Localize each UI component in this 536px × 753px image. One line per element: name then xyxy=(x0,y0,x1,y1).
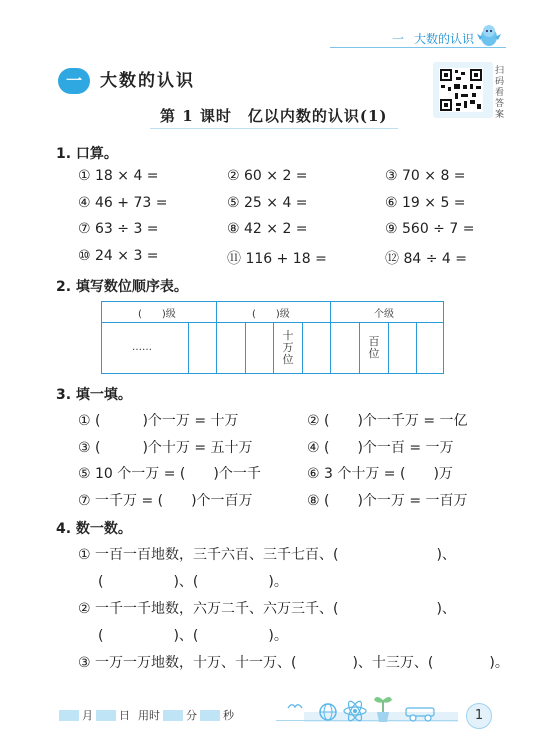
calc-item: ⑧ 42 × 2 = xyxy=(227,221,308,237)
page-number: 1 xyxy=(466,703,492,729)
bird-icon xyxy=(286,700,304,714)
calc-item: ⑨ 560 ÷ 7 = xyxy=(385,221,475,237)
lesson-rule xyxy=(150,128,398,129)
table-header-ge: 个级 xyxy=(374,309,394,320)
unit-badge: 一 xyxy=(58,68,90,94)
table-cell-line xyxy=(245,322,246,374)
count-line[interactable]: ③ 一万一万地数，十万、十一万、( )、十三万、( )。 xyxy=(78,655,509,671)
count-line[interactable]: ① 一百一百地数，三千六百、三千七百、( )、 xyxy=(78,547,456,563)
minute-label: 分 xyxy=(186,709,197,722)
table-header-wan: ( )级 xyxy=(138,309,176,320)
table-cell-line xyxy=(416,322,417,374)
calc-item: ③ 70 × 8 = xyxy=(385,168,466,184)
count-line[interactable]: ( )、( )。 xyxy=(98,574,288,590)
calc-item: ④ 46 + 73 = xyxy=(78,195,168,211)
calc-item: ⑥ 19 × 5 = xyxy=(385,195,466,211)
table-cell-line xyxy=(188,322,189,374)
calc-item: ⑪ 116 + 18 = xyxy=(227,251,327,267)
running-header xyxy=(392,30,474,47)
fill-item[interactable]: ④ ( )个一百 = 一万 xyxy=(307,440,454,456)
count-line[interactable]: ② 一千一千地数，六万二千、六万三千、( )、 xyxy=(78,601,456,617)
table-divider xyxy=(216,302,217,373)
table-divider xyxy=(330,302,331,373)
day-label: 日 xyxy=(119,709,130,722)
count-line[interactable]: ( )、( )。 xyxy=(98,628,288,644)
q2-title: 2. 填写数位顺序表。 xyxy=(56,279,188,295)
second-blank[interactable] xyxy=(200,710,220,721)
fill-item[interactable]: ① ( )个一万 = 十万 xyxy=(78,413,239,429)
mascot-icon xyxy=(476,22,502,48)
month-label: 月 xyxy=(82,709,93,722)
calc-item: ⑫ 84 ÷ 4 = xyxy=(385,251,467,267)
vehicle-icon xyxy=(404,704,438,722)
lesson-title: 第 1 课时 亿以内数的认识(1) xyxy=(160,107,388,125)
day-blank[interactable] xyxy=(96,710,116,721)
fill-item[interactable]: ⑤ 10 个一万 = ( )个一千 xyxy=(78,466,261,482)
month-blank[interactable] xyxy=(59,710,79,721)
atom-icon xyxy=(342,698,368,724)
qr-label: 扫码看答案 xyxy=(495,66,505,120)
table-cell-line xyxy=(273,322,274,374)
qr-code[interactable] xyxy=(433,62,493,118)
fill-item[interactable]: ③ ( )个十万 = 五十万 xyxy=(78,440,253,456)
fill-item[interactable]: ⑧ ( )个一万 = 一百万 xyxy=(307,493,468,509)
section-name: 大数的认识 xyxy=(413,32,474,46)
table-cell-line xyxy=(302,322,303,374)
table-ellipsis: …… xyxy=(132,342,152,353)
section-number: 一 xyxy=(391,32,404,46)
calc-item: ⑤ 25 × 4 = xyxy=(227,195,308,211)
place-value-table xyxy=(101,301,444,374)
table-cell-bai: 百位 xyxy=(368,335,380,360)
minute-blank[interactable] xyxy=(163,710,183,721)
table-cell-line xyxy=(388,322,389,374)
globe-icon xyxy=(316,700,340,724)
fill-item[interactable]: ⑥ 3 个十万 = ( )万 xyxy=(307,466,453,482)
unit-title: 大数的认识 xyxy=(100,71,195,91)
fill-item[interactable]: ⑦ 一千万 = ( )个一百万 xyxy=(78,493,253,509)
q1-title: 1. 口算。 xyxy=(56,146,118,162)
calc-item: ⑩ 24 × 3 = xyxy=(78,248,159,264)
qr-code-icon xyxy=(439,68,483,112)
fill-item[interactable]: ② ( )个一千万 = 一亿 xyxy=(307,413,468,429)
table-cell-shiwan: 十万位 xyxy=(282,329,294,366)
second-label: 秒 xyxy=(223,709,234,722)
time-record xyxy=(56,707,234,723)
q4-title: 4. 数一数。 xyxy=(56,521,132,537)
table-cell-line xyxy=(359,322,360,374)
time-used-label: 用时 xyxy=(138,709,160,722)
calc-item: ① 18 × 4 = xyxy=(78,168,159,184)
plant-icon xyxy=(372,692,394,724)
table-header-yi: ( )级 xyxy=(252,309,290,320)
calc-item: ② 60 × 2 = xyxy=(227,168,308,184)
calc-item: ⑦ 63 ÷ 3 = xyxy=(78,221,159,237)
q3-title: 3. 填一填。 xyxy=(56,387,132,403)
